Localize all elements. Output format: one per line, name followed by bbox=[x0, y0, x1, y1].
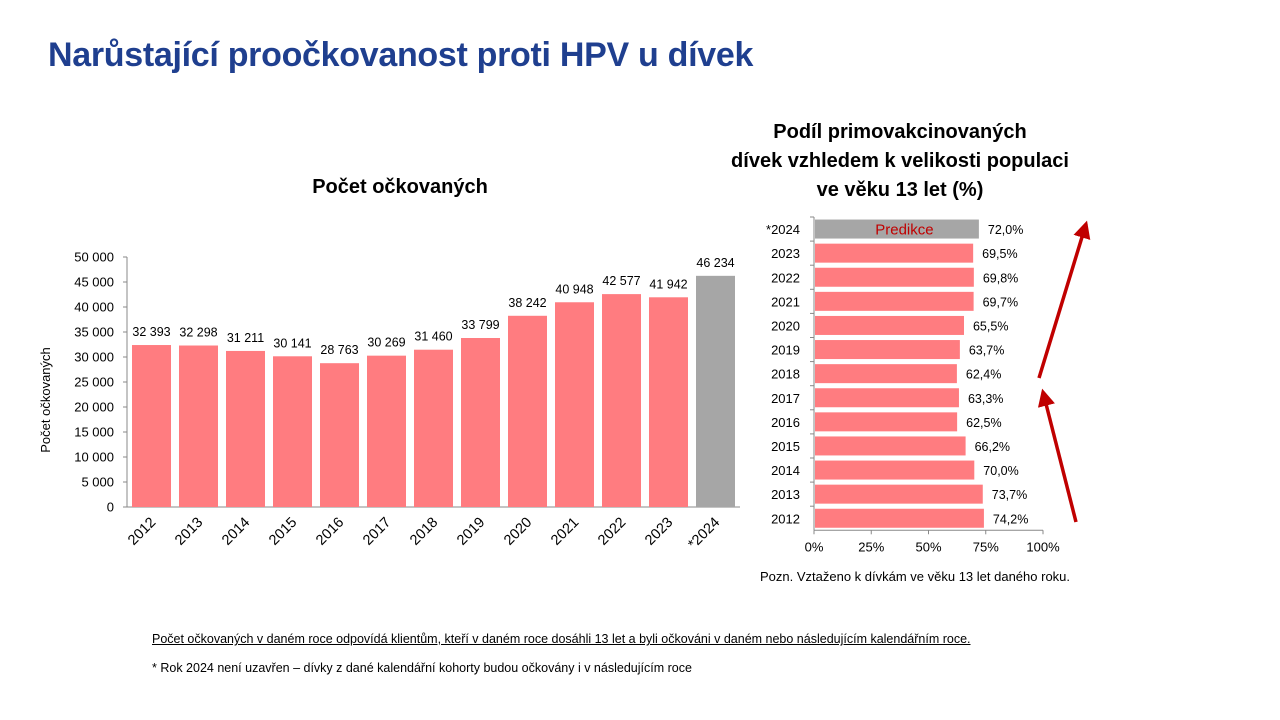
x-tick-label: 2013 bbox=[172, 514, 207, 549]
y-tick-label: 15 000 bbox=[74, 424, 114, 440]
data-label: 32 393 bbox=[132, 325, 171, 340]
data-label: 31 460 bbox=[414, 329, 453, 344]
x-tick-label: 25% bbox=[858, 539, 885, 555]
bar bbox=[815, 268, 974, 287]
data-label: 30 141 bbox=[273, 336, 312, 351]
y-tick-label: 25 000 bbox=[74, 374, 114, 390]
bar bbox=[815, 412, 957, 431]
decline-trend-arrow bbox=[1043, 392, 1076, 522]
rise-trend-arrow bbox=[1039, 224, 1086, 378]
y-tick-label: 30 000 bbox=[74, 349, 114, 365]
bar bbox=[815, 292, 974, 311]
x-tick-label: *2024 bbox=[685, 514, 724, 553]
bar bbox=[815, 364, 957, 383]
right-chart-title-line-1: Podíl primovakcinovaných bbox=[773, 121, 1027, 143]
right-chart-title-line-3: ve věku 13 let (%) bbox=[816, 179, 984, 201]
right-chart-title-line-2: dívek vzhledem k velikosti populaci bbox=[731, 150, 1069, 172]
data-label: 46 234 bbox=[696, 255, 735, 270]
y-tick-label: 2018 bbox=[771, 366, 800, 382]
y-tick-label: 0 bbox=[106, 499, 114, 515]
y-tick-label: 2015 bbox=[771, 438, 800, 454]
bar bbox=[815, 244, 973, 263]
y-tick-label: 35 000 bbox=[74, 324, 114, 340]
data-label: 72,0% bbox=[987, 223, 1024, 238]
left-chart-title: Počet očkovaných bbox=[312, 176, 488, 198]
data-label: 42 577 bbox=[602, 274, 641, 289]
prediction-annotation: Predikce bbox=[875, 221, 934, 239]
bar bbox=[815, 340, 960, 359]
right-chart-note: Pozn. Vztaženo k dívkám ve věku 13 let daného roku. bbox=[760, 569, 1071, 584]
x-tick-label: 100% bbox=[1026, 539, 1060, 555]
x-tick-label: 0% bbox=[804, 539, 824, 555]
x-tick-label: 2015 bbox=[266, 514, 301, 549]
bar bbox=[815, 461, 974, 480]
data-label: 63,3% bbox=[967, 391, 1004, 406]
x-tick-label: 2016 bbox=[313, 514, 348, 549]
y-tick-label: 40 000 bbox=[74, 299, 114, 315]
y-tick-label: 2020 bbox=[771, 318, 800, 334]
footnote: * Rok 2024 není uzavřen – dívky z dané kalendářní kohorty budou očkovány i v následujícím roce bbox=[152, 661, 692, 675]
y-tick-label: *2024 bbox=[766, 222, 800, 238]
x-tick-label: 2023 bbox=[642, 514, 677, 549]
data-label: 30 269 bbox=[367, 335, 406, 350]
x-tick-label: 2012 bbox=[125, 514, 160, 549]
data-label: 41 942 bbox=[649, 277, 688, 292]
y-tick-label: 10 000 bbox=[74, 449, 114, 465]
data-label: 28 763 bbox=[320, 343, 359, 358]
data-label: 38 242 bbox=[508, 295, 547, 310]
y-tick-label: 2023 bbox=[771, 246, 800, 262]
y-tick-label: 2019 bbox=[771, 342, 800, 358]
page-title: Narůstající proočkovanost proti HPV u dívek bbox=[48, 36, 754, 74]
bar bbox=[815, 485, 983, 504]
data-label: 69,7% bbox=[982, 295, 1019, 310]
y-axis-label: Počet očkovaných bbox=[38, 347, 53, 453]
y-tick-label: 50 000 bbox=[74, 249, 114, 265]
data-label: 31 211 bbox=[226, 330, 265, 345]
data-label: 66,2% bbox=[974, 439, 1011, 454]
data-label: 69,5% bbox=[982, 247, 1018, 262]
definition-note: Počet očkovaných v daném roce odpovídá klientům, kteří v daném roce dosáhli 13 let a byli očkováni v daném nebo následujícím kalendářním roce. bbox=[152, 632, 971, 646]
y-tick-label: 2022 bbox=[771, 270, 800, 286]
y-tick-label: 2016 bbox=[771, 414, 800, 430]
data-label: 63,7% bbox=[968, 343, 1005, 358]
data-label: 40 948 bbox=[555, 282, 594, 297]
y-tick-label: 2017 bbox=[771, 390, 800, 406]
x-tick-label: 2022 bbox=[595, 514, 630, 549]
bar bbox=[815, 388, 959, 407]
y-tick-label: 5 000 bbox=[81, 474, 114, 490]
bar bbox=[815, 316, 964, 335]
x-tick-label: 2021 bbox=[548, 514, 583, 549]
y-tick-label: 2014 bbox=[771, 463, 800, 479]
x-tick-label: 2019 bbox=[454, 514, 489, 549]
y-tick-label: 2012 bbox=[771, 511, 800, 527]
y-tick-label: 2013 bbox=[771, 487, 800, 503]
data-label: 74,2% bbox=[992, 512, 1029, 527]
bar bbox=[815, 509, 984, 528]
data-label: 73,7% bbox=[991, 488, 1028, 503]
y-tick-label: 20 000 bbox=[74, 399, 114, 415]
data-label: 33 799 bbox=[461, 318, 500, 333]
bar bbox=[815, 436, 966, 455]
x-tick-label: 2018 bbox=[407, 514, 442, 549]
x-tick-label: 75% bbox=[972, 539, 999, 555]
data-label: 65,5% bbox=[972, 319, 1009, 334]
y-tick-label: 2021 bbox=[771, 294, 800, 310]
x-tick-label: 2014 bbox=[219, 514, 254, 549]
data-label: 32 298 bbox=[179, 325, 218, 340]
data-label: 69,8% bbox=[982, 271, 1019, 286]
x-tick-label: 50% bbox=[915, 539, 942, 555]
x-tick-label: 2017 bbox=[360, 514, 395, 549]
y-tick-label: 45 000 bbox=[74, 274, 114, 290]
data-label: 62,5% bbox=[966, 415, 1002, 430]
x-tick-label: 2020 bbox=[501, 514, 536, 549]
data-label: 70,0% bbox=[983, 464, 1019, 479]
data-label: 62,4% bbox=[965, 367, 1002, 382]
